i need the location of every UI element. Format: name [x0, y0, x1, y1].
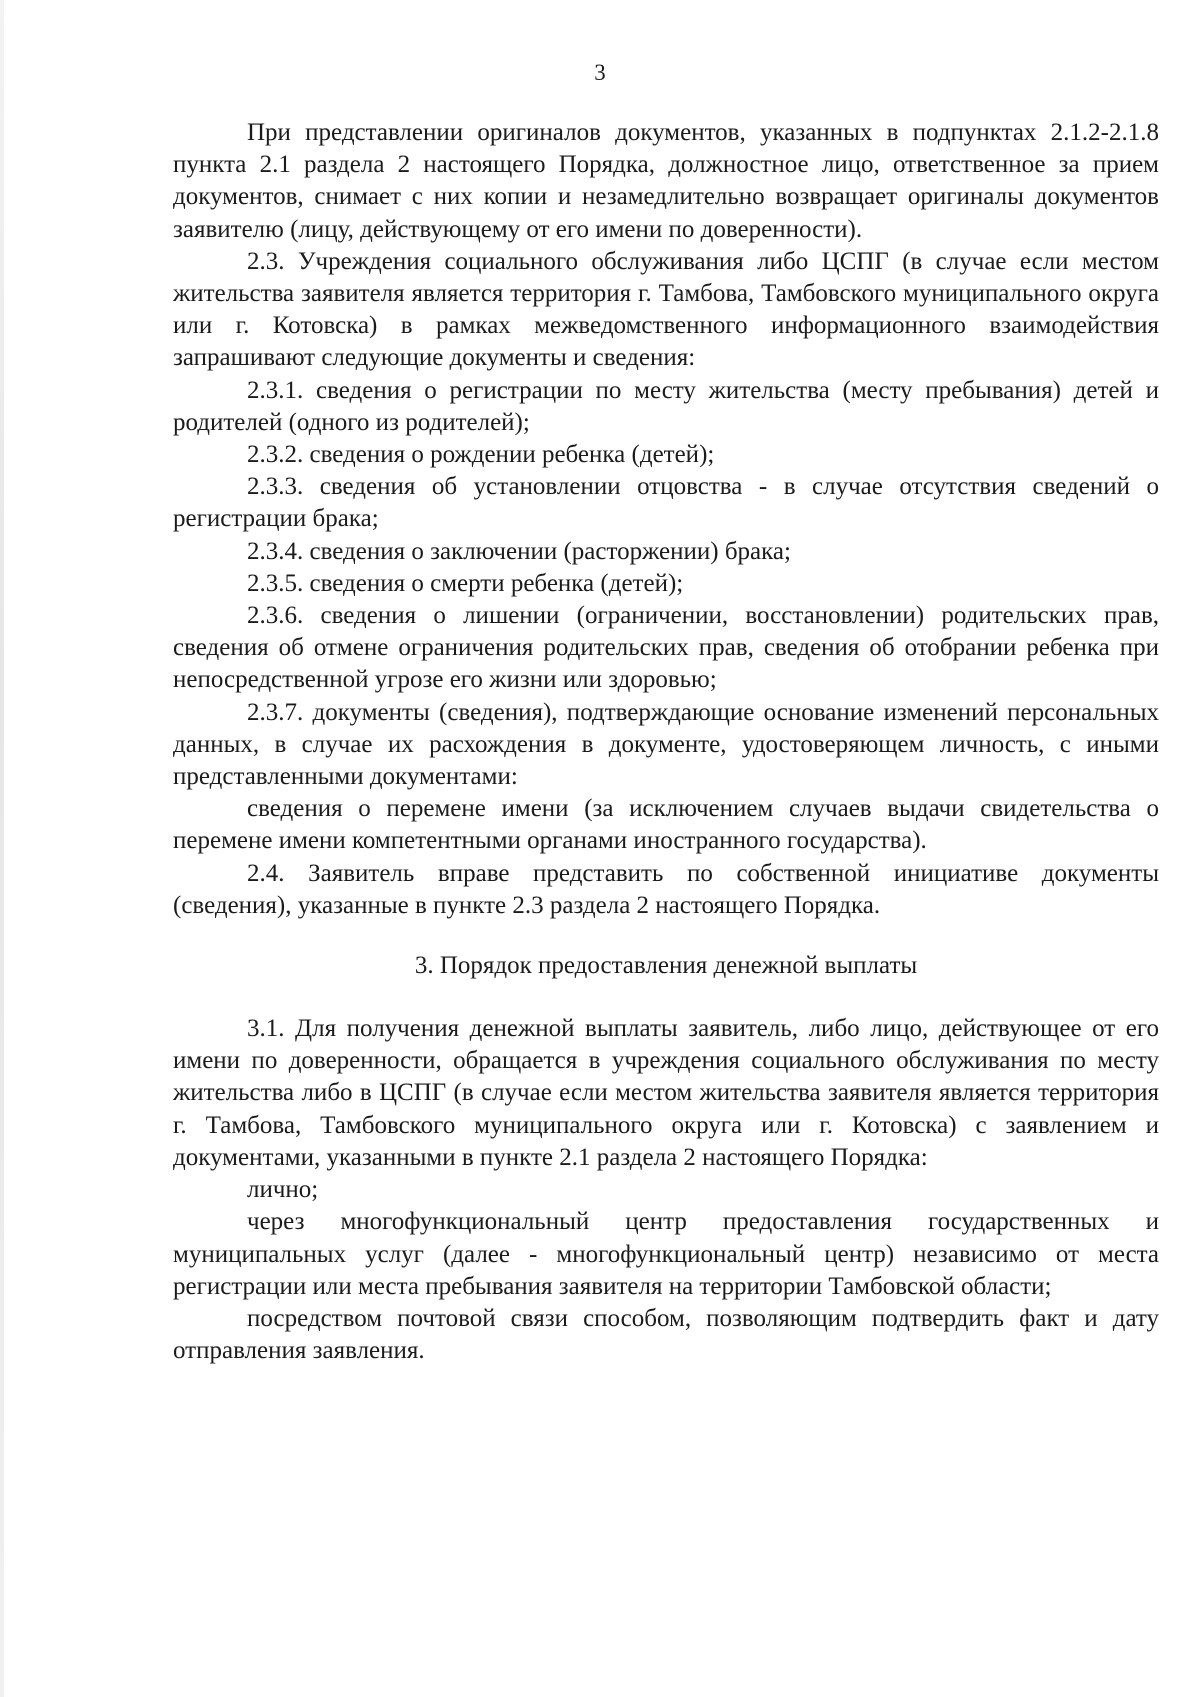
paragraph: 2.3.2. сведения о рождении ребенка (детей); [247, 441, 715, 469]
paragraph: 2.3.7. документы (сведения), подтверждающие основание изменений персональных данных, в случае их расхождения в документе, удостоверяющем личность, с иными представленными документами: [173, 698, 1159, 791]
paragraph: 2.3.4. сведения о заключении (расторжении) брака; [247, 537, 791, 565]
paragraph: 2.3. Учреждения социального обслуживания либо ЦСПГ (в случае если местом жительства заявителя является территория г. Тамбова, Тамбовского муниципального округа или г. Котовска) в рамках межведомственного информационного взаимодействия запрашивают следующие документы и сведения: [173, 247, 1159, 372]
scan-edge [0, 0, 4, 1697]
paragraph: посредством почтовой связи способом, позволяющим подтвердить факт и дату отправления заявления. [173, 1304, 1159, 1365]
paragraph: 2.4. Заявитель вправе представить по собственной инициативе документы (сведения), указанные в пункте 2.3 раздела 2 настоящего Порядка. [173, 859, 1159, 919]
paragraph: 2.3.3. сведения об установлении отцовства - в случае отсутствия сведений о регистрации брака; [173, 473, 1159, 533]
section-heading: 3. Порядок предоставления денежной выплаты [414, 952, 918, 980]
paragraph: 3.1. Для получения денежной выплаты заявитель, либо лицо, действующее от его имени по доверенности, обращается в учреждения социального обслуживания по месту жительства либо в ЦСПГ (в случае если местом жительства заявителя является территория г. Тамбова, Тамбовского муниципального округа или г. Котовска) с заявлением и документами, указанными в пункте 2.1 раздела 2 настоящего Порядка: [173, 1015, 1159, 1171]
paragraph: При представлении оригиналов документов, указанных в подпунктах 2.1.2-2.1.8 пункта 2.1 раздела 2 настоящего Порядка, должностное лицо, ответственное за прием документов, снимает с них копии и незамедлительно возвращает оригиналы документов заявителю (лицу, действующему от его имени по доверенности). [173, 119, 1159, 243]
paragraph: сведения о перемене имени (за исключением случаев выдачи свидетельства о перемене имени компетентными органами иностранного государства). [173, 795, 1159, 855]
paragraph: 2.3.5. сведения о смерти ребенка (детей); [247, 569, 684, 597]
paragraph: через многофункциональный центр предоставления государственных и муниципальных услуг (далее - многофункциональный центр) независимо от места регистрации или места пребывания заявителя на территории Тамбовской области; [173, 1208, 1159, 1300]
paragraph: 2.3.6. сведения о лишении (ограничении, восстановлении) родительских прав, сведения об отмене ограничения родительских прав, сведения об отобрании ребенка при непосредственной угрозе его жизни или здоровью; [173, 602, 1159, 694]
page-number: 3 [594, 60, 606, 85]
paragraph: лично; [247, 1176, 319, 1204]
paragraph: 2.3.1. сведения о регистрации по месту жительства (месту пребывания) детей и родителей (одного из родителей); [173, 376, 1159, 436]
document-body [173, 117, 1159, 1367]
